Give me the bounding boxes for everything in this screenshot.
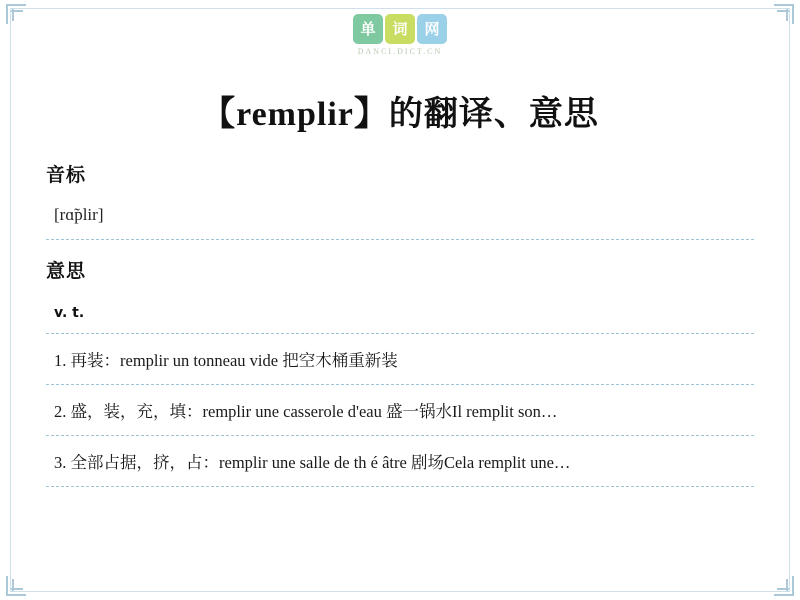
divider xyxy=(46,239,754,240)
page-title: 【remplir】的翻译、意思 xyxy=(201,96,599,133)
part-of-speech: v. t. xyxy=(54,305,85,321)
logo-tile-1: 单 xyxy=(353,14,383,44)
phonetic-heading: 音标 xyxy=(46,164,87,186)
sense-item: 3. 全部占据，挤，占：remplir une salle de th é âtre 剧场Cela remplit une… xyxy=(54,453,571,472)
sense-item: 1. 再装：remplir un tonneau vide 把空木桶重新装 xyxy=(54,351,398,370)
sense-item: 2. 盛，装，充，填：remplir une casserole d'eau 盛一锅水Il remplit son… xyxy=(54,402,558,421)
meaning-heading: 意思 xyxy=(46,260,87,282)
logo-tile-2: 词 xyxy=(385,14,415,44)
phonetic-value: [rɑ̃plir] xyxy=(54,205,104,224)
logo-caption: DANCI.DICT.CN xyxy=(357,47,443,56)
divider xyxy=(46,486,754,487)
site-logo[interactable] xyxy=(0,14,800,56)
entry-content xyxy=(46,160,754,487)
logo-tile-3: 网 xyxy=(417,14,447,44)
logo-tiles xyxy=(353,14,447,44)
corner-ornament-bottom-left xyxy=(6,570,32,596)
corner-ornament-bottom-right xyxy=(768,570,794,596)
